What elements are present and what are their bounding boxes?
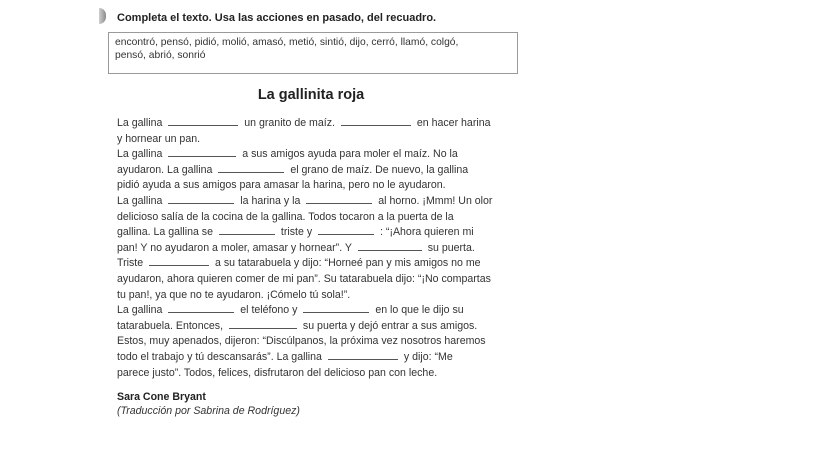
story-text-fragment: un granito de maíz. [244,117,335,129]
story-line [117,132,557,148]
story-translator: (Traducción por Sabrina de Rodríguez) [117,405,300,417]
fill-in-blank[interactable] [168,303,234,313]
fill-in-blank[interactable] [229,319,297,329]
story-text-fragment: La gallina [117,304,163,317]
fill-in-blank[interactable] [168,147,236,157]
fill-in-blank[interactable] [219,225,275,235]
story-text-fragment: su puerta y dejó entrar a sus amigos. [302,319,478,332]
story-text-fragment: La gallina [117,194,163,207]
story-line [117,272,557,288]
story-text-fragment: a su tatarabuela y dijo: “Horneé pan y mis amigos no me [215,257,481,270]
word-bank-line: encontró, pensó, pidió, molió, amasó, metió, sintió, dijo, cerró, llamó, colgó, [115,37,459,48]
word-bank-line: pensó, abrió, sonrió [115,49,206,61]
story-text-fragment: gallina. La gallina se [117,226,214,239]
story-line [117,163,557,179]
fill-in-blank[interactable] [218,163,284,173]
story-text-fragment: ayudaron, ahora quieren comer de mi pan”. Su tatarabuela dijo: “¡No compartas [117,272,491,285]
exercise-instruction: Completa el texto. Usa las acciones en pasado, del recuadro. [117,12,437,24]
story-line [117,288,557,304]
story-line [117,194,557,210]
story-line [117,241,557,257]
story-text-fragment: : “¡Ahora quieren mi [380,226,474,239]
fill-in-blank[interactable] [306,194,372,204]
story-line [117,116,557,132]
story-line [117,334,557,350]
story-line [117,350,557,366]
story-line [117,256,557,272]
fill-in-blank[interactable] [149,256,209,266]
word-bank-box [108,32,518,74]
story-text-fragment: delicioso salía de la cocina de la gallina. Todos tocaron a la puerta de la [117,210,454,223]
story-author: Sara Cone Bryant [117,391,206,403]
story-text-fragment: en hacer harina [416,117,491,129]
story-text-fragment: tu pan!, ya que no te ayudaron. ¡Cómelo tú sola!”. [117,288,351,301]
story-text [117,116,557,381]
story-text-fragment: y dijo: “Me [403,350,453,363]
fill-in-blank[interactable] [328,350,398,360]
fill-in-blank[interactable] [341,116,411,126]
story-line [117,225,557,241]
story-text-fragment: La gallina [117,117,163,129]
story-text-fragment: triste y [280,226,313,239]
fill-in-blank[interactable] [168,194,234,204]
story-line [117,178,557,194]
story-line [117,210,557,226]
story-title: La gallinita roja [257,87,365,103]
story-line [117,303,557,319]
story-text-fragment: su puerta. [427,241,475,254]
story-line [117,366,557,382]
fill-in-blank[interactable] [303,303,369,313]
fill-in-blank[interactable] [168,116,238,126]
fill-in-blank[interactable] [358,241,422,251]
story-text-fragment: Estos, muy apenados, dijeron: “Discúlpanos, la próxima vez nosotros haremos [117,335,486,348]
story-text-fragment: al horno. ¡Mmm! Un olor [378,194,493,207]
story-line [117,147,557,163]
story-text-fragment: La gallina [117,148,163,161]
story-text-fragment: Triste [117,257,144,270]
story-text-fragment: el teléfono y [240,304,298,317]
story-text-fragment: ayudaron. La gallina [117,163,213,176]
fill-in-blank[interactable] [318,225,374,235]
story-text-fragment: todo el trabajo y tú descansarás”. La gallina [117,350,322,363]
story-text-fragment: y hornear un pan. [117,132,201,145]
story-text-fragment: parece justo”. Todos, felices, disfrutaron del delicioso pan con leche. [117,366,438,379]
story-text-fragment: a sus amigos ayuda para moler el maíz. No la [242,148,458,161]
story-text-fragment: en lo que le dijo su [375,304,464,317]
page-tab-marker [99,8,106,24]
story-line [117,319,557,335]
story-text-fragment: la harina y la [240,194,301,207]
story-text-fragment: el grano de maíz. De nuevo, la gallina [290,163,469,176]
story-text-fragment: pan! Y no ayudaron a moler, amasar y hornear”. Y [117,241,352,254]
story-text-fragment: tatarabuela. Entonces, [117,319,224,332]
story-text-fragment: pidió ayuda a sus amigos para amasar la harina, pero no le ayudaron. [117,179,446,192]
